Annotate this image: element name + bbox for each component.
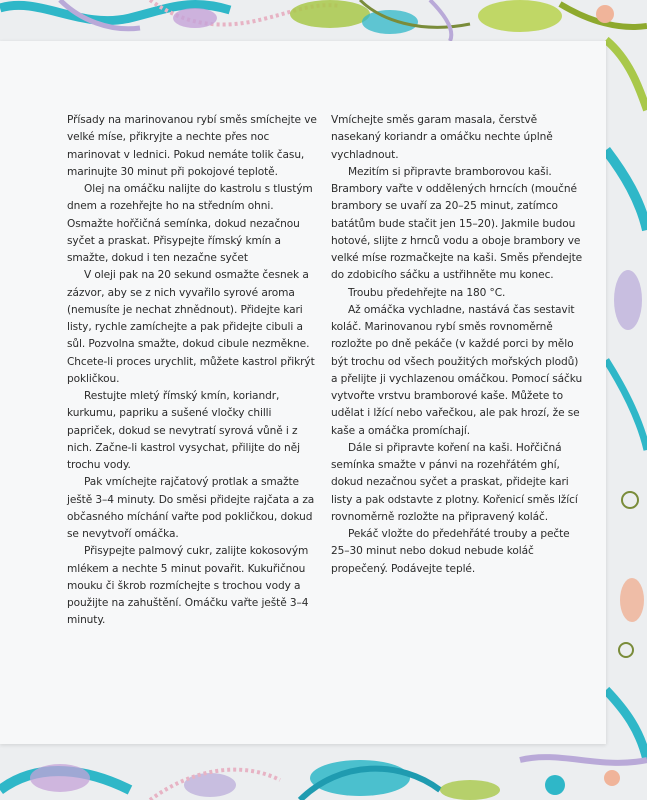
paragraph-mustard-topping: Dále si připravte koření na kaši. Hořčičná semínka smažte v pánvi na rozehřátém ghí, dokud nezačnou syčet a praskat, přidejte kari listy a pak odstavte z plotny. Kořenicí směs lžící rovnoměrně rozložte na připravený koláč. <box>331 441 578 523</box>
recipe-column-left <box>67 112 319 630</box>
paragraph-marinade: Přísady na marinovanou rybí směs smíchejte ve velké míse, přikryjte a nechte přes noc marinovat v lednici. Pokud nemáte tolik času, marinujte 30 minut při pokojové teplotě. <box>67 114 317 178</box>
paragraph-garam-masala: Vmíchejte směs garam masala, čerstvě nasekaný koriandr a omáčku nechte úplně vychladnout. <box>331 114 553 161</box>
paragraph-spices: Restujte mletý římský kmín, koriandr, kurkumu, papriku a sušené vločky chilli papriček, dokud se nevytratí syrová vůně i z nich. Začne-li kastrol vysychat, přilijte do něj trochu vody. <box>67 390 300 471</box>
paragraph-bake: Pekáč vložte do předehřáté trouby a pečte 25–30 minut nebo dokud nebude koláč propečený. Podávejte teplé. <box>331 528 570 575</box>
paragraph-garlic-ginger: V oleji pak na 20 sekund osmažte česnek a zázvor, aby se z nich vyvařilo syrové aroma (nemusíte je nechat zhnědnout). Přidejte kari listy, rychle zamíchejte a pak přidejte cibuli a sůl. Pozvolna smažte, dokud cibule nezměkne. Chcete-li proces urychlit, můžete kastrol přikrýt pokličkou. <box>67 269 315 385</box>
paragraph-sauce-oil: Olej na omáčku nalijte do kastrolu s tlustým dnem a rozehřejte ho na středním ohni. Osmažte hořčičná semínka, dokud nezačnou syčet a praskat. Přisypejte římský kmín a smažte, dokud i ten nezačne syčet <box>67 183 313 264</box>
paragraph-assemble-pie: Až omáčka vychladne, nastává čas sestavit koláč. Marinovanou rybí směs rovnoměrně rozložte po dně pekáče (v každé porci by mělo být trochu od všech použitých mořských plodů) a přelijte ji vychlazenou omáčkou. Pomocí sáčku vytvořte vrstvu bramborové kaše. Můžete to udělat i lžící nebo vařečkou, ale pak hrozí, že se kaše a omáčka promíchají. <box>331 303 583 437</box>
recipe-column-right <box>331 112 583 578</box>
paragraph-coconut: Přisypejte palmový cukr, zalijte kokosovým mlékem a nechte 5 minut povařit. Kukuřičnou mouku či škrob rozmíchejte s trochou vody a použijte na zahuštění. Omáčku vařte ještě 3–4 minuty. <box>67 545 309 627</box>
paragraph-mashed-potatoes: Mezitím si připravte bramborovou kaši. Brambory vařte v oddělených hrncích (moučné brambory se uvaří za 20–25 minut, zatímco batátům bude stačit jen 15–20). Jakmile budou hotové, slijte z hrnců vodu a oboje brambory ve velké míse rozmačkejte na kaši. Směs přendejte do zdobicího sáčku a ustřihněte mu konec. <box>331 165 583 282</box>
paragraph-tomato: Pak vmíchejte rajčatový protlak a smažte ještě 3–4 minuty. Do směsi přidejte rajčata a za občasného míchání vařte pod pokličkou, dokud se nevytvoří omáčka. <box>67 476 315 540</box>
paragraph-preheat-oven: Troubu předehřejte na 180 °C. <box>348 286 506 299</box>
